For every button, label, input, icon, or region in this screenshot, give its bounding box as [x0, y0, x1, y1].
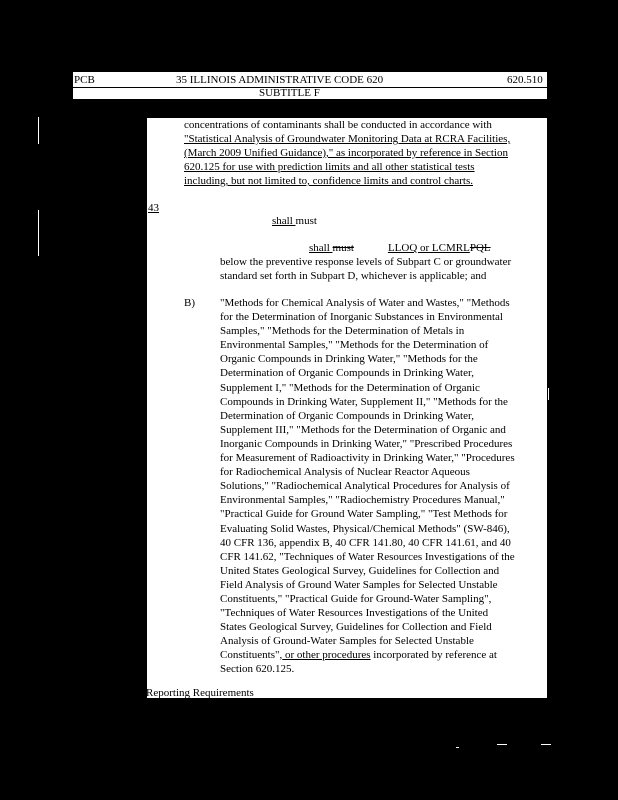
item-b-line: Solutions," "Radiochemical Analytical Procedures for Analysis of [220, 480, 510, 493]
intro-line-3: (March 2009 Unified Guidance)," as incorporated by reference in Section [184, 147, 508, 159]
item-b-line: Organic Compounds in Drinking Water," "Methods for the [220, 353, 478, 366]
item-b-final-line: Section 620.125. [220, 663, 295, 676]
item-b-line: United States Geological Survey, Guidelines for Collection and [220, 564, 500, 577]
item-b-line: for Radiochemical Analysis of Nuclear Reactor Aqueous [220, 466, 470, 479]
item-b-line: States Geological Survey, Guidelines for Collection and Field [220, 621, 492, 634]
scan-mark [456, 747, 459, 748]
change-bar [38, 117, 39, 144]
item-b-line: Supplement I," "Methods for the Determination of Organic [220, 381, 480, 394]
item-b-text [220, 296, 515, 677]
reporting-heading: Reporting Requirements [146, 687, 254, 699]
lloq-inserted: LLOQ or LCMRL [387, 242, 470, 254]
change-bar [38, 210, 39, 256]
item-b-line: "Techniques of Water Resources Investigations of the United [220, 607, 489, 620]
pql-deleted: PQL [469, 242, 491, 254]
lloq-edit [309, 241, 491, 255]
item-number: 43 [148, 202, 159, 214]
header-center: 35 ILLINOIS ADMINISTRATIVE CODE 620 [176, 74, 384, 86]
item-b-line: Evaluating Solid Wastes, Physical/Chemical Methods" (SW-846), [220, 522, 510, 535]
header-subtitle: SUBTITLE F [259, 87, 320, 99]
below-line-2: standard set forth in Subpart D, whichever is applicable; and [220, 270, 487, 282]
must-text: must [295, 215, 317, 227]
last-line-start: Constituents", [220, 649, 283, 662]
intro-line-4: 620.125 for use with prediction limits and all other statistical tests [184, 161, 475, 173]
intro-line-1: concentrations of contaminants shall be conducted in accordance with [184, 119, 492, 131]
scan-mark [541, 744, 551, 745]
item-b-line: Determination of Organic Compounds in Drinking Water, [220, 367, 474, 380]
intro-line-5: including, but not limited to, confidence limits and control charts. [184, 175, 473, 187]
item-b-line: Samples," "Methods for the Determination of Metals in [220, 325, 465, 338]
item-b-line: Analysis of Ground-Water Samples for Selected Unstable [220, 635, 474, 648]
item-b-line: Constituents," "Practical Guide for Ground-Water Sampling", [220, 592, 492, 605]
item-b-label: B) [184, 297, 195, 309]
below-line-1: below the preventive response levels of Subpart C or groundwater [220, 256, 512, 268]
item-b-line: "Practical Guide for Ground Water Sampling," "Test Methods for [220, 508, 508, 521]
item-b-line: for the Determination of Inorganic Substances in Environmental [220, 311, 503, 324]
item-b-line: Field Analysis of Ground Water Samples for Selected Unstable [220, 578, 498, 591]
item-b-line: Compounds in Drinking Water, Supplement II," "Methods for the [220, 395, 508, 408]
must-deleted: must [332, 242, 354, 254]
item-b-line: Determination of Organic Compounds in Drinking Water, [220, 409, 474, 422]
item-b-line: Environmental Samples," "Radiochemistry Procedures Manual," [220, 494, 505, 507]
shall-must-edit [272, 214, 317, 228]
shall-inserted-2: shall [309, 242, 333, 254]
header-left: PCB [74, 74, 95, 86]
item-b-line: for Measurement of Radioactivity in Drinking Water," "Procedures [220, 452, 515, 465]
header-right: 620.510 [507, 74, 543, 86]
shall-inserted: shall [272, 215, 296, 227]
item-b-line: 40 CFR 136, appendix B, 40 CFR 141.80, 40 CFR 141.61, and 40 [220, 536, 511, 549]
last-line-inserted: or other procedures [282, 649, 371, 662]
item-b-line: Supplement III," "Methods for the Determination of Organic and [220, 423, 506, 436]
item-b-line: CFR 141.62, "Techniques of Water Resources Investigations of the [220, 550, 515, 563]
item-b-line: "Methods for Chemical Analysis of Water and Wastes," "Methods [220, 297, 510, 309]
item-b-last-line [220, 648, 515, 662]
intro-line-2: "Statistical Analysis of Groundwater Monitoring Data at RCRA Facilities, [184, 133, 511, 145]
item-b-line: Environmental Samples," "Methods for the Determination of [220, 339, 489, 352]
last-line-end: incorporated by reference at [370, 649, 497, 662]
right-margin-mark [548, 388, 549, 400]
scan-mark [497, 744, 507, 745]
item-b-line: Inorganic Compounds in Drinking Water," "Prescribed Procedures [220, 437, 513, 450]
